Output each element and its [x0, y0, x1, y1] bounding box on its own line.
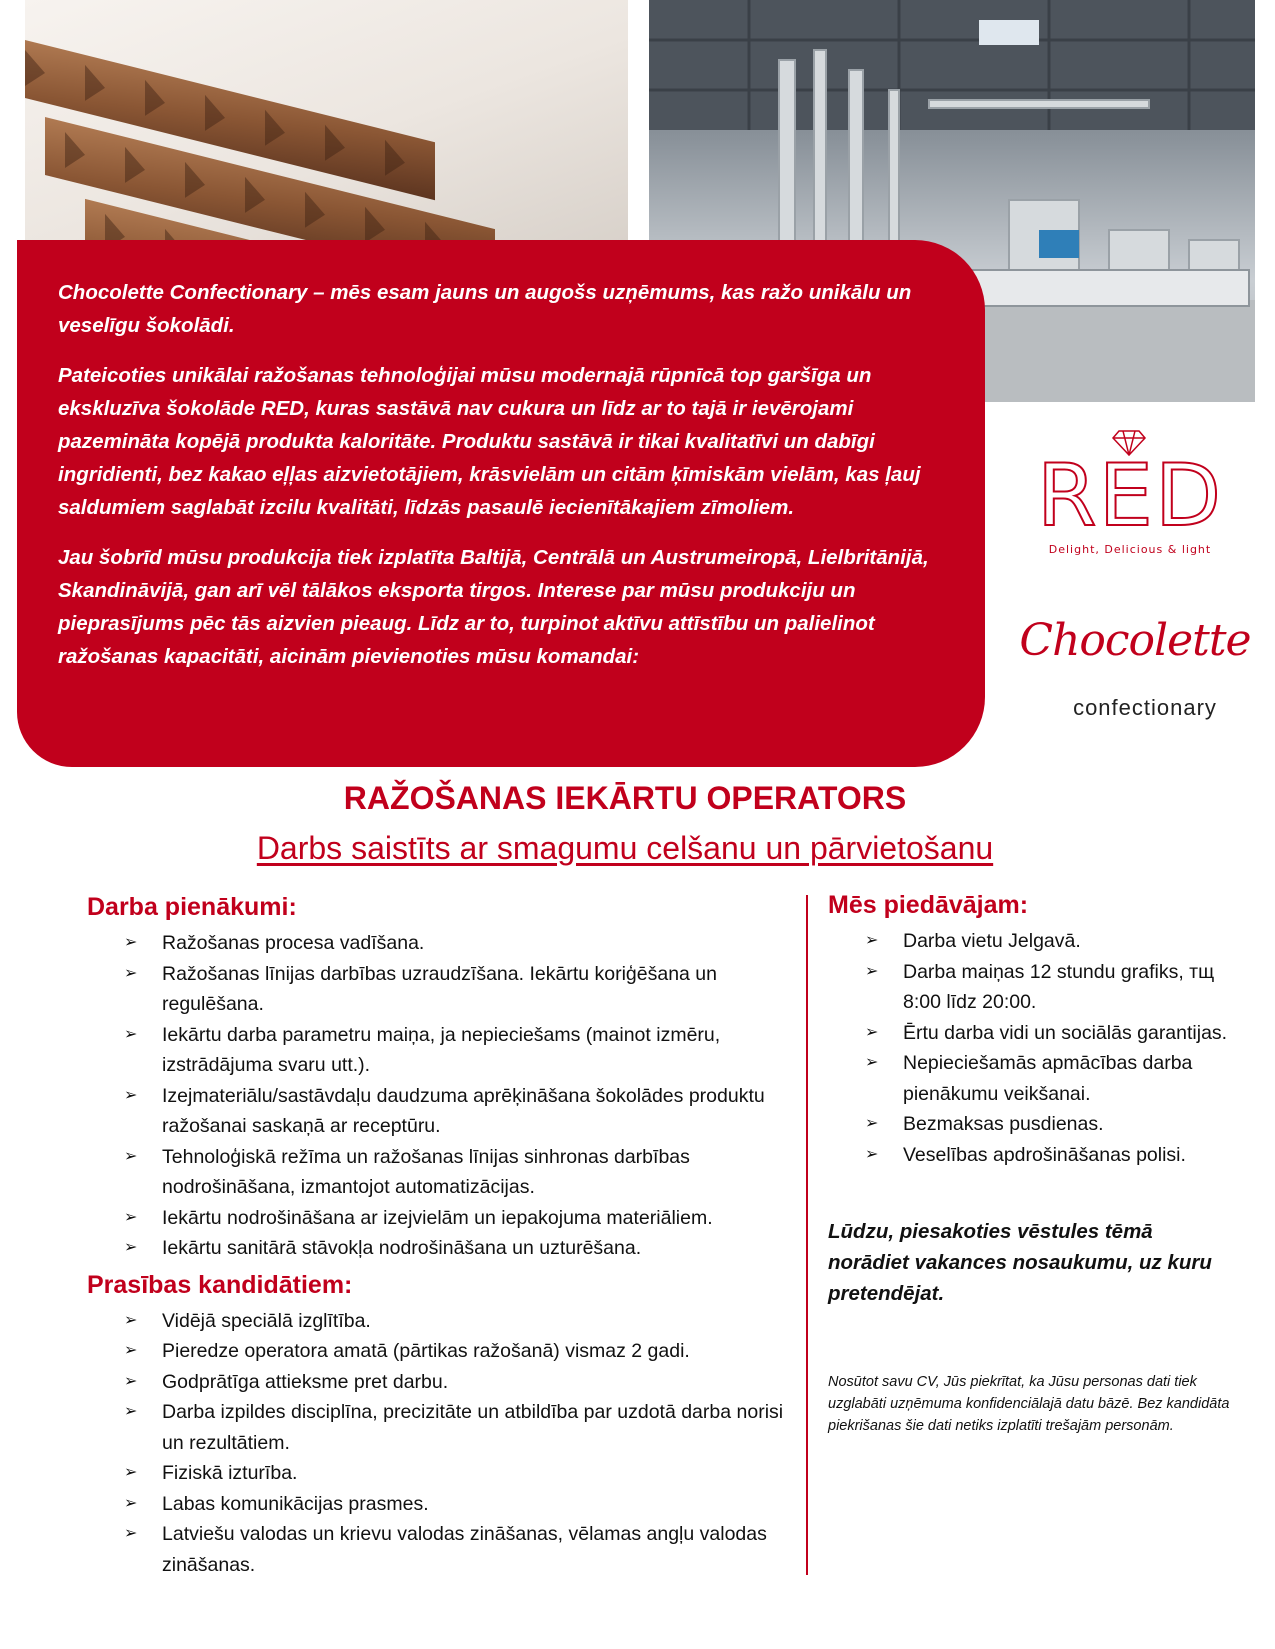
- arrowhead-bullet-icon: ➢: [865, 932, 879, 949]
- chocolette-logo-script: Chocolette: [1019, 615, 1251, 666]
- intro-paragraph-2: Pateicoties unikālai ražošanas tehnoloģijai mūsu modernajā rūpnīcā top garšīga un ekskluzīva šokolāde RED, kuras sastāvā nav cukura un līdz ar to tajā ir ievērojami pazemināta kopējā produkta kaloritāte. Produktu sastāvā ir tikai kvalitatīvi un dabīgi ingridienti, bez kakao eļļas aizvietotājiem, krāsvielām un citām ķīmiskām vielām, kas ļauj saldumiem saglabāt izcilu kvalitāti, līdzās pasaulē iecienītākajiem zīmoliem.: [58, 364, 921, 519]
- list-item: ➢ Ražošanas līnijas darbības uzraudzīšana. Iekārtu koriģēšana un regulēšana.: [162, 959, 807, 1020]
- arrowhead-bullet-icon: ➢: [124, 1372, 138, 1390]
- list-item: ➢ Darba izpildes disciplīna, precizitāte un atbildība par uzdotā darba norisi un rezultātiem.: [162, 1397, 807, 1458]
- left-column: [87, 890, 807, 1580]
- arrowhead-bullet-icon: ➢: [124, 1342, 138, 1359]
- arrowhead-bullet-icon: ➢: [124, 1464, 138, 1481]
- list-item: ➢ Nepieciešamās apmācības darba pienākumu veikšanai.: [903, 1048, 1248, 1109]
- arrowhead-bullet-icon: ➢: [865, 1023, 879, 1041]
- list-item: ➢ Ražošanas procesa vadīšana.: [162, 928, 807, 959]
- list-item: ➢ Iekārtu sanitārā stāvokļa nodrošināšana un uzturēšana.: [162, 1233, 807, 1264]
- apply-note: Lūdzu, piesakoties vēstules tēmā norādiet vakances nosaukumu, uz kuru pretendējat.: [828, 1220, 1212, 1305]
- chocolate-bars-photo: [25, 0, 628, 240]
- chocolette-logo-sub: confectionary: [1073, 695, 1217, 720]
- list-item: ➢ Darba vietu Jelgavā.: [903, 926, 1248, 957]
- list-item: ➢ Labas komunikācijas prasmes.: [162, 1489, 807, 1520]
- duties-list: [87, 928, 807, 1264]
- list-item: ➢ Pieredze operatora amatā (pārtikas ražošanā) vismaz 2 gadi.: [162, 1336, 807, 1367]
- list-item: ➢ Latviešu valodas un krievu valodas zināšanas, vēlamas angļu valodas zināšanas.: [162, 1519, 807, 1580]
- arrowhead-bullet-icon: ➢: [124, 1239, 138, 1256]
- arrowhead-bullet-icon: ➢: [865, 1115, 879, 1132]
- privacy-note: Nosūtot savu CV, Jūs piekrītat, ka Jūsu personas dati tiek uzglabāti uzņēmuma konfidenciālajā datu bāzē. Bez kandidāta piekrišanas šie dati netiks izplatīti trešajām personām.: [828, 1374, 1230, 1434]
- arrowhead-bullet-icon: ➢: [124, 934, 138, 951]
- arrowhead-bullet-icon: ➢: [124, 964, 138, 982]
- arrowhead-bullet-icon: ➢: [865, 1054, 879, 1071]
- arrowhead-bullet-icon: ➢: [124, 1494, 138, 1512]
- list-item: ➢ Godprātīga attieksme pret darbu.: [162, 1367, 807, 1398]
- arrowhead-bullet-icon: ➢: [865, 962, 879, 980]
- list-item: ➢ Izejmateriālu/sastāvdaļu daudzuma aprēķināšana šokolādes produktu ražošanai saskaņā ar receptūru.: [162, 1081, 807, 1142]
- arrowhead-bullet-icon: ➢: [124, 1086, 138, 1104]
- red-logo-word: RED: [1036, 446, 1224, 546]
- job-subtitle: Darbs saistīts ar smagumu celšanu un pārvietošanu: [256, 830, 994, 866]
- duties-heading: Darba pienākumi:: [87, 893, 297, 921]
- arrowhead-bullet-icon: ➢: [124, 1525, 138, 1542]
- list-item: ➢ Veselības apdrošināšanas polisi.: [903, 1140, 1248, 1171]
- list-item: ➢ Bezmaksas pusdienas.: [903, 1109, 1248, 1140]
- arrowhead-bullet-icon: ➢: [124, 1311, 138, 1329]
- list-item: ➢ Fiziskā izturība.: [162, 1458, 807, 1489]
- requirements-heading: Prasības kandidātiem:: [87, 1270, 353, 1299]
- requirements-list: [87, 1306, 807, 1581]
- red-logo-tagline: Delight, Delicious & light: [1048, 543, 1212, 556]
- intro-paragraph-1: Chocolette Confectionary – mēs esam jauns un augošs uzņēmums, kas ražo unikālu un veselīgu šokolādi.: [58, 281, 912, 337]
- offer-heading: Mēs piedāvājam:: [828, 891, 1029, 919]
- arrowhead-bullet-icon: ➢: [124, 1025, 138, 1043]
- intro-panel: [17, 240, 985, 767]
- chocolette-logo: [1015, 615, 1255, 725]
- list-item: ➢ Darba maiņas 12 stundu grafiks, тщ 8:00 līdz 20:00.: [903, 957, 1248, 1018]
- list-item: ➢ Ērtu darba vidi un sociālās garantijas.: [903, 1018, 1248, 1049]
- list-item: ➢ Tehnoloģiskā režīma un ražošanas līnijas sinhronas darbības nodrošināšana, izmantojot automatizācijas.: [162, 1142, 807, 1203]
- list-item: ➢ Vidējā speciālā izglītība.: [162, 1306, 807, 1337]
- right-column: [828, 888, 1248, 1437]
- arrowhead-bullet-icon: ➢: [124, 1403, 138, 1420]
- job-title: RAŽOŠANAS IEKĀRTU OPERATORS: [343, 780, 907, 816]
- arrowhead-bullet-icon: ➢: [124, 1147, 138, 1165]
- offer-list: [828, 926, 1248, 1170]
- arrowhead-bullet-icon: ➢: [124, 1208, 138, 1226]
- red-logo: [1035, 425, 1225, 570]
- list-item: ➢ Iekārtu nodrošināšana ar izejvielām un iepakojuma materiāliem.: [162, 1203, 807, 1234]
- arrowhead-bullet-icon: ➢: [865, 1145, 879, 1163]
- list-item: ➢ Iekārtu darba parametru maiņa, ja nepieciešams (mainot izmēru, izstrādājuma svaru utt.).: [162, 1020, 807, 1081]
- intro-paragraph-3: Jau šobrīd mūsu produkcija tiek izplatīta Baltijā, Centrālā un Austrumeiropā, Lielbritānijā, Skandināvijā, gan arī vēl tālākos eksporta tirgos. Interese par mūsu produkciju un pieprasījums pēc tās aizvien pieaug. Līdz ar to, turpinot aktīvu attīstību un palielinot ražošanas kapacitāti, aicinām pievienoties mūsu komandai:: [58, 546, 929, 668]
